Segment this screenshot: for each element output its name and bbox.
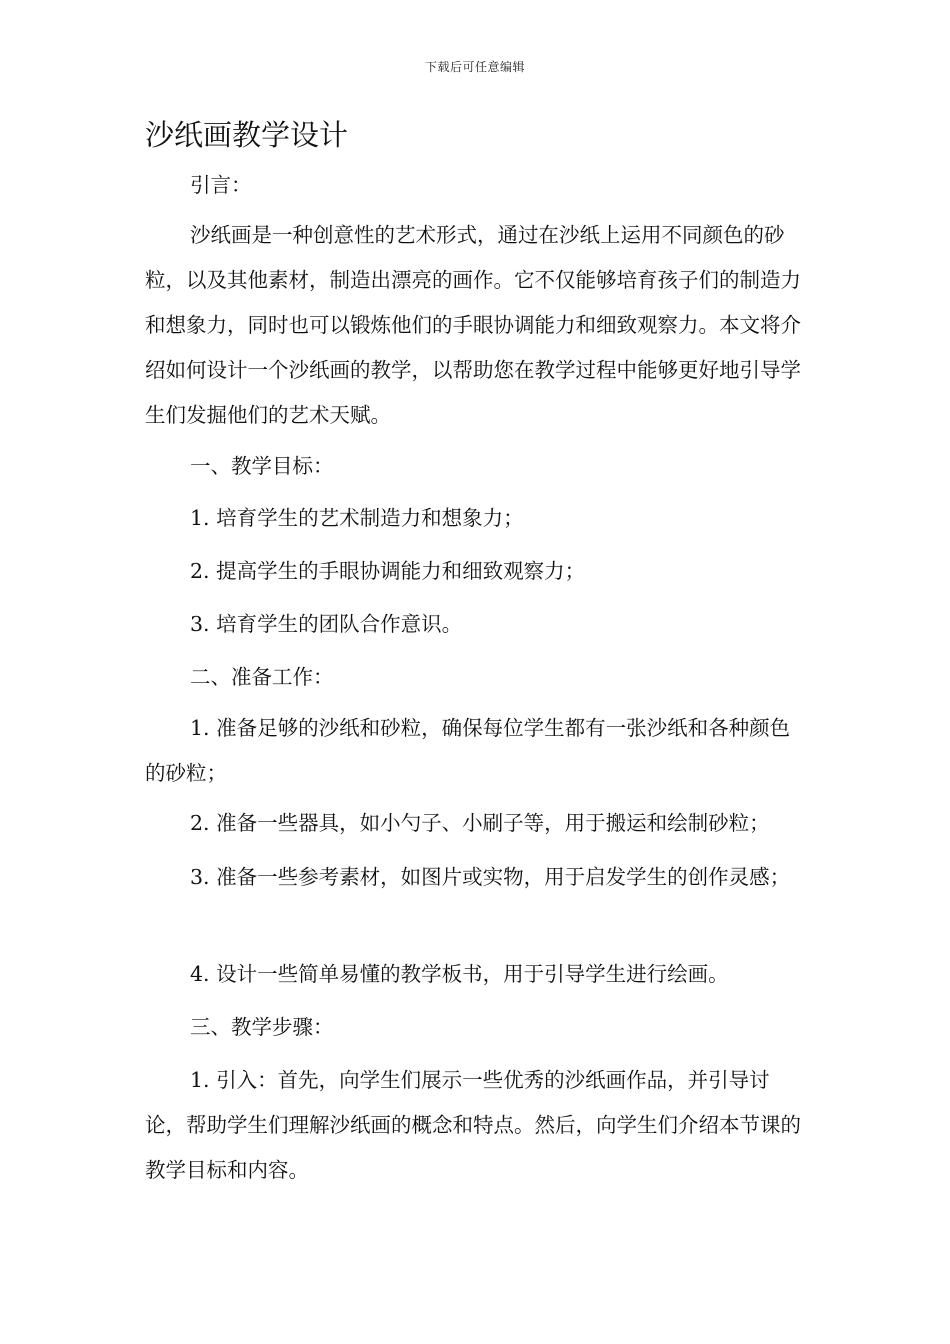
intro-paragraph: 沙纸画是一种创意性的艺术形式，通过在沙纸上运用不同颜色的砂粒，以及其他素材，制造出漂亮的画作。它不仅能够培育孩子们的制造力和想象力，同时也可以锻炼他们的手眼协调能力和细致观察力。本文将介绍如何设计一个沙纸画的教学，以帮助您在教学过程中能够更好地引导学生们发掘他们的艺术天赋。 — [145, 223, 801, 427]
preparation-item: 1. 准备足够的沙纸和砂粒，确保每位学生都有一张沙纸和各种颜色的砂粒； — [145, 716, 791, 785]
goal-item: 2. 提高学生的手眼协调能力和细致观察力； — [190, 559, 586, 583]
section-heading-goals: 一、教学目标： — [190, 454, 334, 478]
preparation-item: 4. 设计一些简单易懂的教学板书，用于引导学生进行绘画。 — [190, 962, 729, 986]
goal-item: 3. 培育学生的团队合作意识。 — [190, 612, 463, 636]
step-item: 1. 引入：首先，向学生们展示一些优秀的沙纸画作品，并引导讨论，帮助学生们理解沙纸画的概念和特点。然后，向学生们介绍本节课的教学目标和内容。 — [145, 1068, 801, 1182]
header-note: 下载后可任意编辑 — [424, 60, 525, 74]
intro-label: 引言： — [190, 173, 252, 197]
preparation-item: 2. 准备一些器具，如小勺子、小刷子等，用于搬运和绘制砂粒； — [190, 811, 770, 835]
preparation-item: 3. 准备一些参考素材，如图片或实物，用于启发学生的创作灵感； — [190, 865, 791, 889]
section-heading-steps: 三、教学步骤： — [190, 1015, 334, 1039]
goal-item: 1. 培育学生的艺术制造力和想象力； — [190, 506, 524, 530]
document-title: 沙纸画教学设计 — [145, 118, 349, 152]
section-heading-preparation: 二、准备工作： — [190, 665, 334, 689]
